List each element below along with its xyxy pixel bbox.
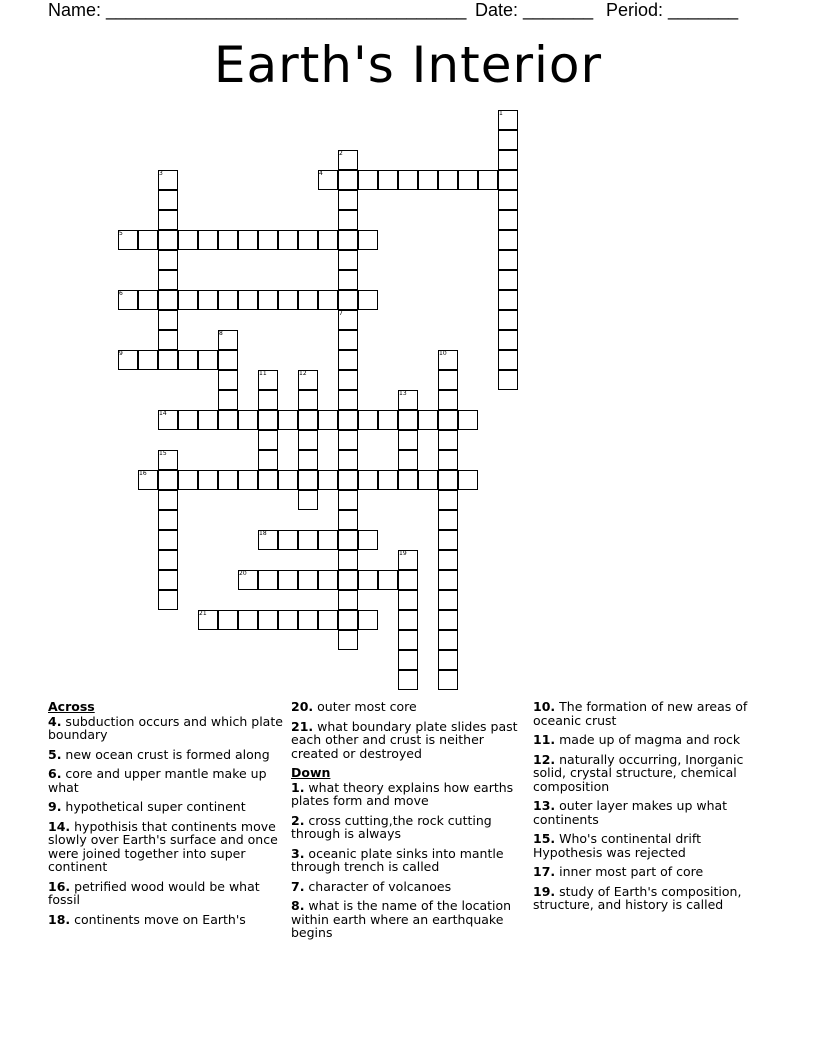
grid-cell[interactable] <box>338 590 358 610</box>
grid-cell[interactable] <box>438 510 458 530</box>
grid-cell[interactable] <box>498 330 518 350</box>
grid-cell[interactable] <box>438 630 458 650</box>
grid-cell[interactable] <box>298 530 318 550</box>
grid-cell[interactable] <box>258 610 278 630</box>
grid-cell[interactable] <box>358 470 378 490</box>
grid-cell[interactable] <box>358 170 378 190</box>
grid-cell[interactable] <box>358 290 378 310</box>
grid-cell[interactable] <box>298 290 318 310</box>
grid-cell[interactable] <box>278 470 298 490</box>
grid-cell[interactable] <box>498 130 518 150</box>
grid-cell[interactable] <box>398 650 418 670</box>
grid-cell[interactable] <box>378 470 398 490</box>
grid-cell[interactable] <box>358 570 378 590</box>
grid-cell[interactable] <box>378 410 398 430</box>
grid-cell[interactable] <box>158 230 178 250</box>
grid-cell[interactable] <box>458 170 478 190</box>
grid-cell[interactable] <box>178 410 198 430</box>
grid-cell[interactable] <box>438 170 458 190</box>
grid-cell[interactable] <box>258 230 278 250</box>
clue-text: core and upper mantle make up what <box>48 766 267 795</box>
grid-cell[interactable] <box>318 230 338 250</box>
clue-number-label: 7 <box>339 310 343 317</box>
grid-cell[interactable] <box>218 470 238 490</box>
clue-text: continents move on Earth's <box>70 911 246 927</box>
grid-cell[interactable] <box>158 330 178 350</box>
clue-number: 4. <box>48 713 62 729</box>
clue-number: 7. <box>291 878 305 894</box>
clue-number-label: 21 <box>199 610 207 617</box>
grid-cell[interactable] <box>218 390 238 410</box>
clue-number: 9. <box>48 799 62 814</box>
grid-cell[interactable] <box>338 330 358 350</box>
clue-item <box>533 865 768 879</box>
grid-cell[interactable] <box>498 210 518 230</box>
grid-cell[interactable] <box>238 470 258 490</box>
clue-text: subduction occurs and which plate boundary <box>48 713 283 742</box>
grid-cell[interactable] <box>178 290 198 310</box>
grid-cell[interactable] <box>438 470 458 490</box>
grid-cell[interactable] <box>498 350 518 370</box>
grid-cell[interactable] <box>158 470 178 490</box>
grid-cell[interactable] <box>158 550 178 570</box>
grid-cell[interactable] <box>258 430 278 450</box>
grid-cell[interactable] <box>498 150 518 170</box>
grid-cell[interactable] <box>338 570 358 590</box>
clue-number: 16. <box>48 878 71 894</box>
clue-number: 6. <box>48 766 62 781</box>
clue-number-label: 8 <box>219 330 223 337</box>
clue-item <box>48 748 283 762</box>
grid-cell[interactable] <box>298 470 318 490</box>
grid-cell[interactable] <box>218 350 238 370</box>
grid-cell[interactable] <box>398 470 418 490</box>
clue-item <box>533 733 768 747</box>
grid-cell[interactable] <box>438 650 458 670</box>
grid-cell[interactable] <box>398 590 418 610</box>
clue-number: 21. <box>291 718 314 734</box>
grid-cell[interactable] <box>338 530 358 550</box>
clue-text: what is the name of the location within earth where an earthquake begins <box>291 898 512 940</box>
clue-column-1 <box>48 700 283 932</box>
clue-item <box>291 847 526 874</box>
clue-number: 3. <box>291 845 305 861</box>
grid-cell[interactable] <box>258 390 278 410</box>
grid-cell[interactable] <box>158 270 178 290</box>
grid-cell[interactable] <box>438 570 458 590</box>
clue-number-label: 3 <box>159 170 163 177</box>
grid-cell[interactable] <box>338 550 358 570</box>
grid-cell[interactable] <box>298 410 318 430</box>
clue-text: new ocean crust is formed along <box>61 746 270 762</box>
grid-cell[interactable] <box>338 190 358 210</box>
period-field: Period: _______ <box>606 0 739 20</box>
grid-cell[interactable] <box>438 610 458 630</box>
grid-cell[interactable] <box>218 610 238 630</box>
grid-cell[interactable] <box>178 470 198 490</box>
clue-text: hypothetical super continent <box>61 799 246 814</box>
grid-cell[interactable] <box>278 290 298 310</box>
grid-cell[interactable] <box>438 670 458 690</box>
grid-cell[interactable] <box>138 290 158 310</box>
grid-cell[interactable] <box>498 190 518 210</box>
clue-number-label: 4 <box>319 170 323 177</box>
grid-cell[interactable] <box>258 290 278 310</box>
clue-number: 2. <box>291 812 305 828</box>
clue-item <box>291 720 526 761</box>
clue-item <box>533 885 768 912</box>
clue-number-label: 5 <box>119 230 123 237</box>
clue-text: character of volcanoes <box>304 878 452 894</box>
clue-number: 1. <box>291 779 305 795</box>
grid-cell[interactable] <box>398 170 418 190</box>
grid-cell[interactable] <box>438 370 458 390</box>
clue-number-label: 19 <box>399 550 407 557</box>
grid-cell[interactable] <box>278 610 298 630</box>
clue-number: 12. <box>533 751 556 767</box>
grid-cell[interactable] <box>378 170 398 190</box>
clue-item <box>533 700 768 727</box>
clue-number: 8. <box>291 898 305 913</box>
grid-cell[interactable] <box>198 290 218 310</box>
grid-cell[interactable] <box>418 410 438 430</box>
grid-cell[interactable] <box>418 170 438 190</box>
grid-cell[interactable] <box>338 610 358 630</box>
clue-number-label: 6 <box>119 290 123 297</box>
grid-cell[interactable] <box>438 490 458 510</box>
grid-cell[interactable] <box>258 410 278 430</box>
grid-cell[interactable] <box>318 610 338 630</box>
clue-text: outer layer makes up what continents <box>533 798 728 827</box>
grid-cell[interactable] <box>138 230 158 250</box>
grid-cell[interactable] <box>158 570 178 590</box>
clue-text: cross cutting,the rock cutting through is always <box>291 812 492 841</box>
clue-item <box>48 800 283 814</box>
grid-cell[interactable] <box>238 610 258 630</box>
clue-number: 13. <box>533 798 556 813</box>
grid-cell[interactable] <box>338 510 358 530</box>
across-heading: Across <box>48 699 95 714</box>
clue-item <box>291 880 526 894</box>
clue-item <box>291 814 526 841</box>
grid-cell[interactable] <box>318 530 338 550</box>
grid-cell[interactable] <box>218 370 238 390</box>
clue-text: Who's continental drift Hypothesis was rejected <box>533 831 701 860</box>
grid-cell[interactable] <box>158 190 178 210</box>
grid-cell[interactable] <box>218 290 238 310</box>
grid-cell[interactable] <box>298 570 318 590</box>
grid-cell[interactable] <box>338 450 358 470</box>
grid-cell[interactable] <box>318 570 338 590</box>
clue-number-label: 18 <box>259 530 267 537</box>
grid-cell[interactable] <box>398 430 418 450</box>
grid-cell[interactable] <box>218 410 238 430</box>
grid-cell[interactable] <box>278 570 298 590</box>
clue-number-label: 20 <box>239 570 247 577</box>
clue-text: outer most core <box>313 699 417 714</box>
grid-cell[interactable] <box>298 430 318 450</box>
grid-cell[interactable] <box>178 350 198 370</box>
grid-cell[interactable] <box>338 210 358 230</box>
clue-item <box>48 820 283 874</box>
grid-cell[interactable] <box>158 250 178 270</box>
grid-cell[interactable] <box>358 230 378 250</box>
clue-text: study of Earth's composition, structure, and history is called <box>533 883 742 912</box>
grid-cell[interactable] <box>298 610 318 630</box>
grid-cell[interactable] <box>398 670 418 690</box>
grid-cell[interactable] <box>158 290 178 310</box>
grid-cell[interactable] <box>198 350 218 370</box>
grid-cell[interactable] <box>338 370 358 390</box>
clue-item <box>291 899 526 940</box>
grid-cell[interactable] <box>358 530 378 550</box>
page-title: Earth's Interior <box>213 36 603 94</box>
clue-item <box>533 832 768 859</box>
clue-text: what boundary plate slides past each other and crust is neither created or destroyed <box>291 718 518 761</box>
clue-text: made up of magma and rock <box>555 732 741 747</box>
clue-number-label: 16 <box>139 470 147 477</box>
clue-number-label: 10 <box>439 350 447 357</box>
clue-number: 19. <box>533 883 556 899</box>
clue-number: 20. <box>291 699 314 714</box>
clue-text: inner most part of core <box>555 864 704 879</box>
grid-cell[interactable] <box>158 490 178 510</box>
clue-number: 17. <box>533 864 556 879</box>
grid-cell[interactable] <box>338 470 358 490</box>
grid-cell[interactable] <box>498 250 518 270</box>
clue-number-label: 12 <box>299 370 307 377</box>
grid-cell[interactable] <box>338 290 358 310</box>
clue-item <box>533 753 768 794</box>
grid-cell[interactable] <box>338 170 358 190</box>
clue-number: 15. <box>533 831 556 846</box>
grid-cell[interactable] <box>278 230 298 250</box>
grid-cell[interactable] <box>158 210 178 230</box>
clue-column-2 <box>291 700 526 946</box>
grid-cell[interactable] <box>238 290 258 310</box>
grid-cell[interactable] <box>398 570 418 590</box>
grid-cell[interactable] <box>498 370 518 390</box>
clue-text: naturally occurring, Inorganic solid, crystal structure, chemical composition <box>533 751 744 794</box>
grid-cell[interactable] <box>238 230 258 250</box>
grid-cell[interactable] <box>418 470 438 490</box>
grid-cell[interactable] <box>498 170 518 190</box>
grid-cell[interactable] <box>258 570 278 590</box>
clue-number-label: 11 <box>259 370 267 377</box>
grid-cell[interactable] <box>338 270 358 290</box>
grid-cell[interactable] <box>338 410 358 430</box>
grid-cell[interactable] <box>458 470 478 490</box>
clue-text: oceanic plate sinks into mantle through trench is called <box>291 845 504 874</box>
grid-cell[interactable] <box>318 410 338 430</box>
clue-item <box>48 767 283 794</box>
clue-number-label: 13 <box>399 390 407 397</box>
grid-cell[interactable] <box>458 410 478 430</box>
clue-number: 14. <box>48 818 71 834</box>
clue-number: 10. <box>533 699 556 714</box>
grid-cell[interactable] <box>198 230 218 250</box>
grid-cell[interactable] <box>338 390 358 410</box>
grid-cell[interactable] <box>438 390 458 410</box>
grid-cell[interactable] <box>398 610 418 630</box>
grid-cell[interactable] <box>398 630 418 650</box>
grid-cell[interactable] <box>238 410 258 430</box>
grid-cell[interactable] <box>278 410 298 430</box>
clue-number-label: 1 <box>499 110 503 117</box>
clue-item <box>48 880 283 907</box>
grid-cell[interactable] <box>318 290 338 310</box>
clue-number: 18. <box>48 911 71 927</box>
grid-cell[interactable] <box>438 550 458 570</box>
grid-cell[interactable] <box>338 250 358 270</box>
grid-cell[interactable] <box>438 590 458 610</box>
grid-cell[interactable] <box>158 530 178 550</box>
grid-cell[interactable] <box>498 310 518 330</box>
grid-cell[interactable] <box>318 470 338 490</box>
grid-cell[interactable] <box>438 430 458 450</box>
grid-cell[interactable] <box>298 450 318 470</box>
grid-cell[interactable] <box>258 470 278 490</box>
grid-cell[interactable] <box>278 530 298 550</box>
grid-cell[interactable] <box>218 230 238 250</box>
grid-cell[interactable] <box>158 510 178 530</box>
clue-text: The formation of new areas of oceanic crust <box>533 699 748 728</box>
clue-number-label: 2 <box>339 150 343 157</box>
grid-cell[interactable] <box>338 630 358 650</box>
grid-cell[interactable] <box>498 230 518 250</box>
name-field: Name: ____________________________________ <box>48 0 467 20</box>
grid-cell[interactable] <box>398 410 418 430</box>
clue-item <box>533 799 768 826</box>
grid-cell[interactable] <box>158 310 178 330</box>
clue-number: 11. <box>533 732 556 747</box>
grid-cell[interactable] <box>338 430 358 450</box>
grid-cell[interactable] <box>438 410 458 430</box>
grid-cell[interactable] <box>198 410 218 430</box>
grid-cell[interactable] <box>338 230 358 250</box>
grid-cell[interactable] <box>298 490 318 510</box>
grid-cell[interactable] <box>438 530 458 550</box>
clue-item <box>291 781 526 808</box>
grid-cell[interactable] <box>138 350 158 370</box>
clue-number-label: 14 <box>159 410 167 417</box>
down-heading: Down <box>291 765 331 780</box>
grid-cell[interactable] <box>298 390 318 410</box>
clue-number: 5. <box>48 746 62 762</box>
grid-cell[interactable] <box>438 450 458 470</box>
date-field: Date: _______ <box>475 0 594 20</box>
grid-cell[interactable] <box>338 350 358 370</box>
clue-item <box>48 715 283 742</box>
grid-cell[interactable] <box>158 590 178 610</box>
grid-cell[interactable] <box>178 230 198 250</box>
grid-cell[interactable] <box>258 450 278 470</box>
grid-cell[interactable] <box>358 610 378 630</box>
clue-text: hypothisis that continents move slowly over Earth's surface and once were joined together into super continent <box>48 818 278 874</box>
grid-cell[interactable] <box>378 570 398 590</box>
grid-cell[interactable] <box>498 270 518 290</box>
grid-cell[interactable] <box>338 490 358 510</box>
grid-cell[interactable] <box>158 350 178 370</box>
grid-cell[interactable] <box>478 170 498 190</box>
clue-column-3 <box>533 700 768 918</box>
grid-cell[interactable] <box>498 290 518 310</box>
clue-text: what theory explains how earths plates form and move <box>291 779 514 808</box>
clue-item <box>48 913 283 927</box>
grid-cell[interactable] <box>358 410 378 430</box>
grid-cell[interactable] <box>298 230 318 250</box>
grid-cell[interactable] <box>398 450 418 470</box>
clue-item <box>291 700 526 714</box>
grid-cell[interactable] <box>198 470 218 490</box>
clue-text: petrified wood would be what fossil <box>48 878 260 907</box>
clue-number-label: 15 <box>159 450 167 457</box>
clue-number-label: 9 <box>119 350 123 357</box>
